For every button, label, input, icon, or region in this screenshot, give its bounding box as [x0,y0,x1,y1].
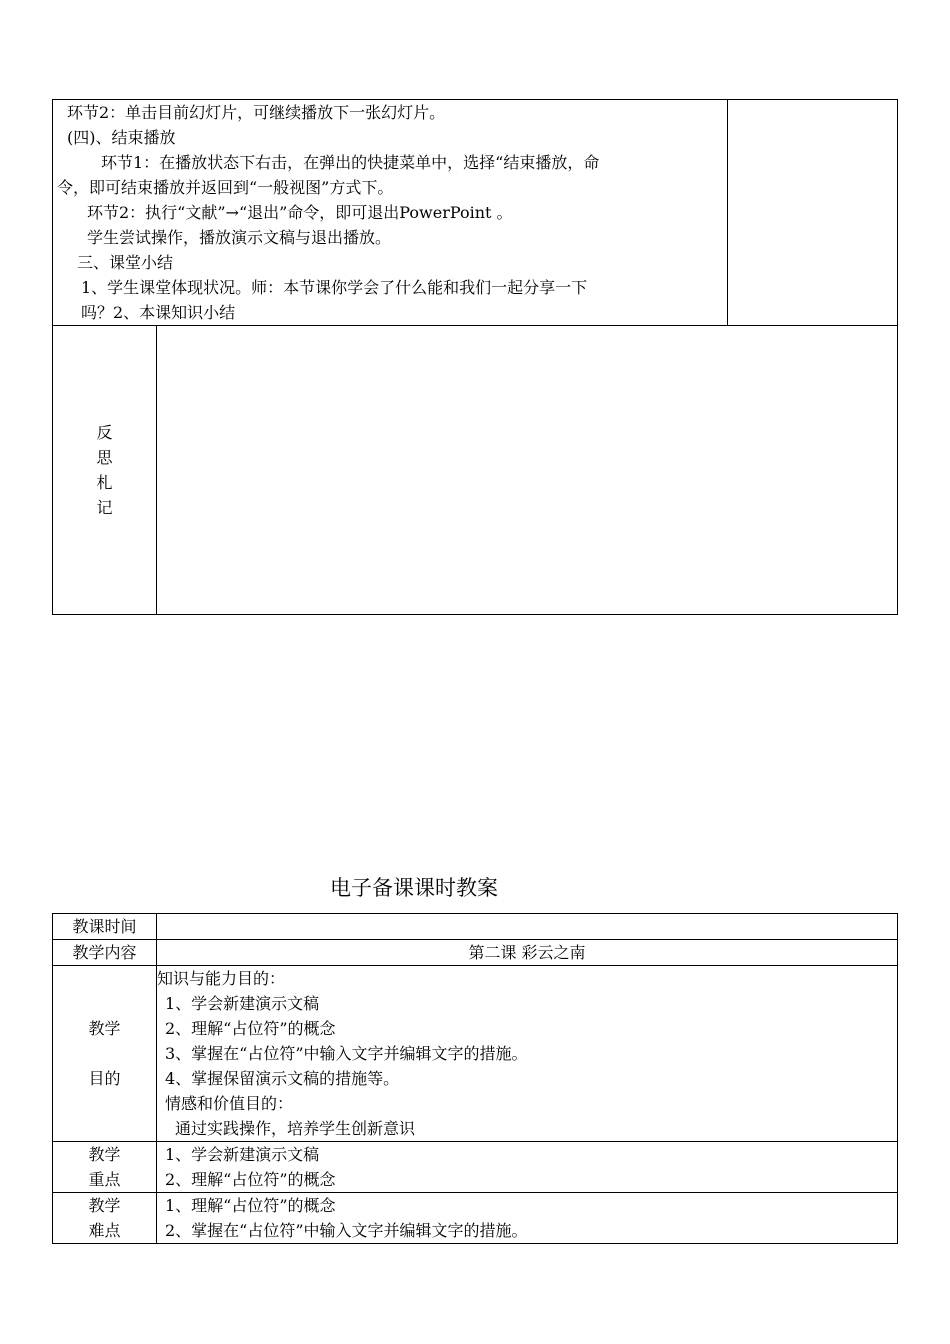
text-line: 1、学生课堂体现状况。师：本节课你学会了什么能和我们一起分享一下 [81,278,588,297]
text-line: 环节2：执行“文献”→“退出”命令，即可退出PowerPoint 。 [87,203,513,222]
key-label-cell [53,1142,157,1193]
goal-line: 知识与能力目的： [157,969,286,988]
key-label-line: 教学 [88,1145,121,1164]
lesson-continuation-table [52,99,898,615]
difficulty-content-cell [157,1193,898,1244]
text-line: 吗？2、本课知识小结 [81,303,236,322]
difficulty-line: 1、理解“占位符”的概念 [165,1196,336,1215]
reflection-char: 思 [96,448,113,467]
goal-line: 通过实践操作，培养学生创新意识 [175,1119,416,1138]
reflection-char: 记 [96,498,113,517]
content-label: 教学内容 [53,940,157,966]
lesson-process-cell [53,100,728,326]
notes-cell [728,100,898,326]
goal-content-cell [157,966,898,1142]
goal-label-cell [53,966,157,1142]
goal-label-line: 教学 [88,1019,121,1038]
content-value: 第二课 彩云之南 [157,940,898,966]
key-content-cell [157,1142,898,1193]
goal-line: 情感和价值目的： [165,1094,294,1113]
key-line: 1、学会新建演示文稿 [165,1145,320,1164]
difficulty-label-line: 教学 [88,1196,121,1215]
time-label: 教课时间 [53,914,157,940]
key-label-line: 重点 [88,1170,121,1189]
text-line: 学生尝试操作，播放演示文稿与退出播放。 [87,228,392,247]
goal-line: 2、理解“占位符”的概念 [165,1019,336,1038]
text-line: 环节1：在播放状态下右击，在弹出的快捷菜单中，选择“结束播放，命 [101,153,600,172]
goal-line: 4、掌握保留演示文稿的措施等。 [165,1069,400,1088]
goal-line: 3、掌握在“占位符”中输入文字并编辑文字的措施。 [165,1044,528,1063]
text-line: 环节2：单击目前幻灯片，可继续播放下一张幻灯片。 [67,103,446,122]
difficulty-label-cell [53,1193,157,1244]
goal-label-line: 目的 [88,1069,121,1088]
lesson-plan-table [52,913,898,1244]
key-line: 2、理解“占位符”的概念 [165,1170,336,1189]
reflection-char: 反 [96,423,113,442]
page-title: 电子备课课时教案 [330,876,498,900]
difficulty-line: 2、掌握在“占位符”中输入文字并编辑文字的措施。 [165,1221,528,1240]
difficulty-label-line: 难点 [88,1221,121,1240]
reflection-label-cell [53,326,157,615]
reflection-char: 札 [96,473,113,492]
reflection-content-cell [157,326,898,615]
text-line: (四)、结束播放 [67,128,176,147]
time-value [157,914,898,940]
text-line: 令，即可结束播放并返回到“一般视图”方式下。 [57,178,394,197]
goal-line: 1、学会新建演示文稿 [165,994,320,1013]
text-line: 三、课堂小结 [77,253,174,272]
